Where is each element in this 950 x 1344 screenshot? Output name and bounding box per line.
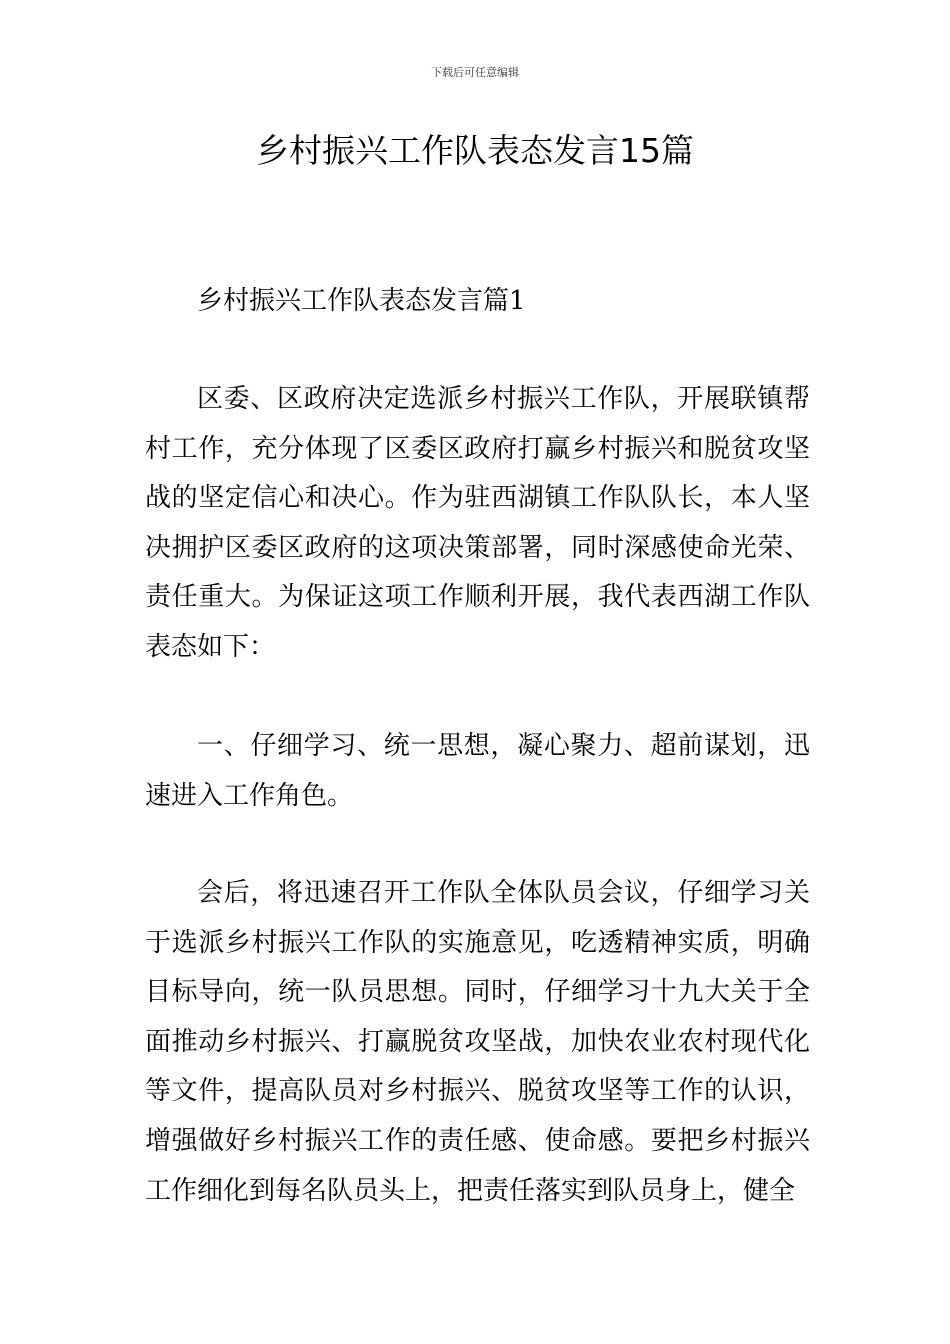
header-note: 下载后可任意编辑 [431,66,519,79]
section-heading: 乡村振兴工作队表态发言篇1 [197,286,526,316]
document-title: 乡村振兴工作队表态发言15篇 [256,131,694,170]
paragraph-3: 会后，将迅速召开工作队全体队员会议，仔细学习关于选派乡村振兴工作队的实施意见，吃透精神实质，明确目标导向，统一队员思想。同时，仔细学习十九大关于全面推动乡村振兴、打赢脱贫攻坚战，加快农业农村现代化等文件，提高队员对乡村振兴、脱贫攻坚等工作的认识，增强做好乡村振兴工作的责任感、使命感。要把乡村振兴工作细化到每名队员头上，把责任落实到队员身上，健全 [145,878,810,1206]
paragraph-2: 一、仔细学习、统一思想，凝心聚力、超前谋划，迅速进入工作角色。 [145,731,810,811]
paragraph-1: 区委、区政府决定选派乡村振兴工作队，开展联镇帮村工作，充分体现了区委区政府打赢乡村振兴和脱贫攻坚战的坚定信心和决心。作为驻西湖镇工作队队长，本人坚决拥护区委区政府的这项决策部署，同时深感使命光荣、责任重大。为保证这项工作顺利开展，我代表西湖工作队表态如下： [145,384,810,662]
